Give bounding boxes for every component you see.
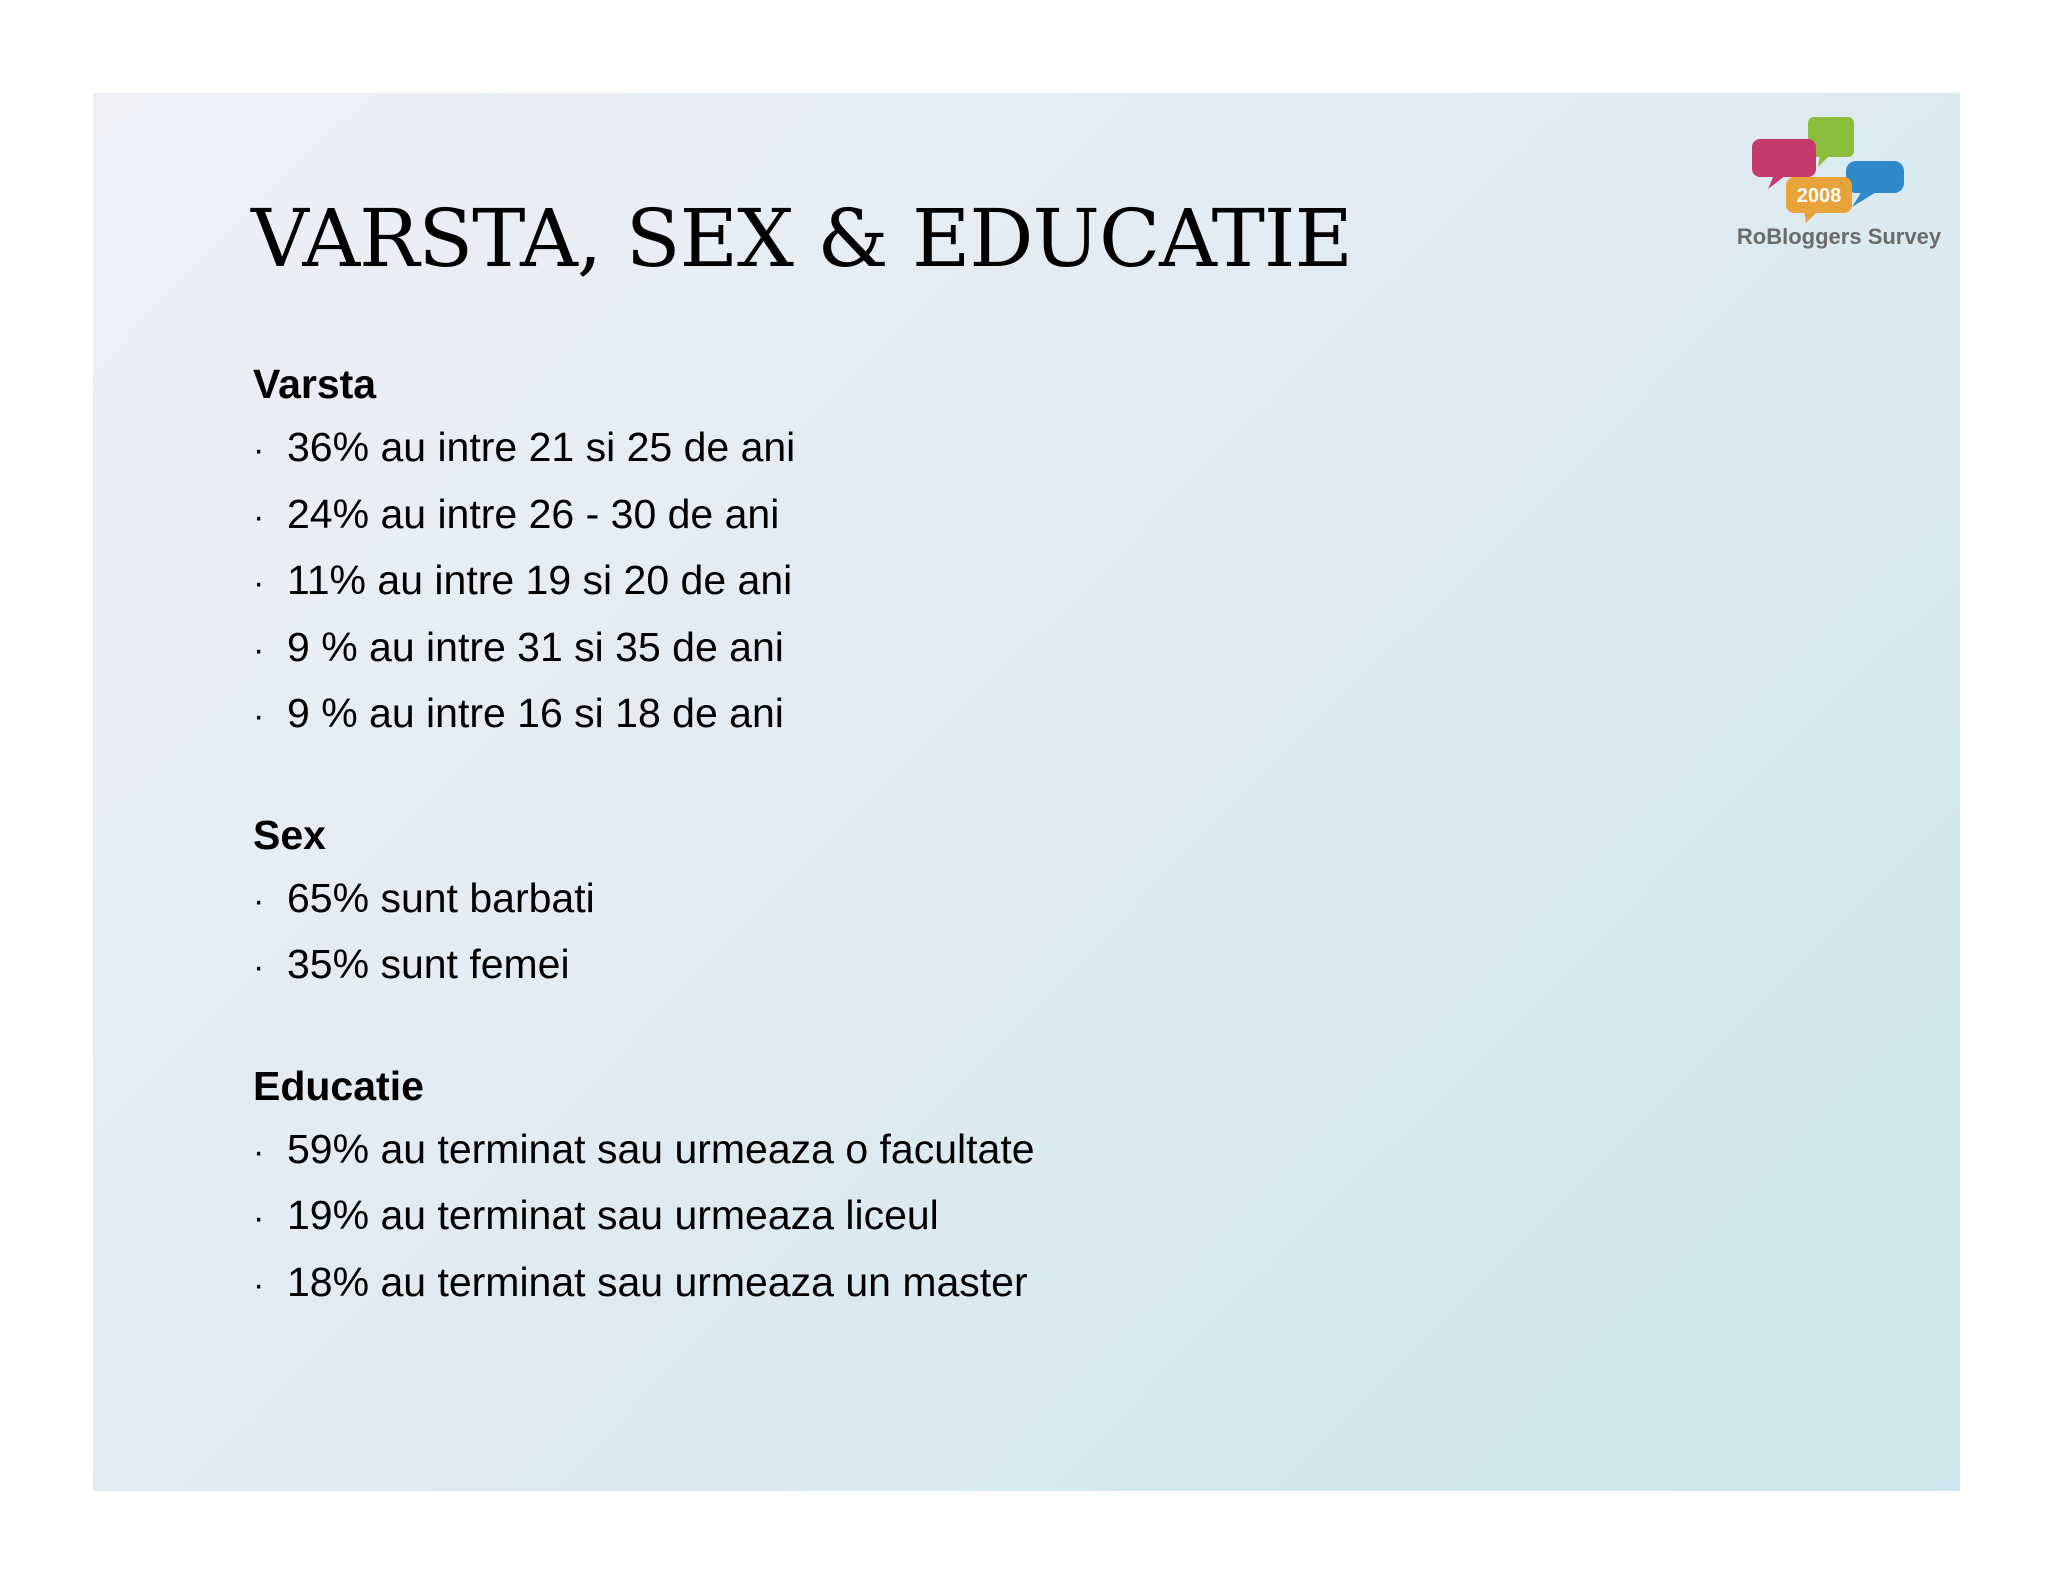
list-item (253, 1251, 1453, 1318)
bullet-list (253, 1118, 1453, 1318)
list-item-text: 11% au intre 19 si 20 de ani (287, 557, 793, 603)
bullet-list (253, 867, 1453, 1000)
slide-content (253, 353, 1453, 1372)
bullet-icon: · (253, 564, 265, 602)
section-sex (253, 804, 1453, 1000)
list-item-text: 18% au terminat sau urmeaza un master (287, 1258, 1028, 1305)
list-item (253, 1118, 1453, 1185)
robloggers-survey-logo (1734, 111, 1944, 261)
section-heading: Educatie (253, 1062, 424, 1109)
list-item (253, 616, 1453, 683)
bullet-icon: · (253, 1199, 265, 1237)
bullet-icon: · (253, 881, 265, 920)
list-item-text: 9 % au intre 31 si 35 de ani (287, 623, 784, 670)
list-item (253, 867, 1453, 934)
bullet-icon: · (253, 1265, 265, 1304)
section-varsta (253, 353, 1453, 749)
bullet-icon: · (253, 497, 265, 536)
list-item-text: 35% sunt femei (287, 941, 570, 987)
list-item-text: 9 % au intre 16 si 18 de ani (287, 690, 784, 736)
list-item (253, 549, 1453, 616)
bullet-list (253, 416, 1453, 749)
bullet-icon: · (253, 697, 265, 735)
list-item (253, 1184, 1453, 1251)
list-item (253, 416, 1453, 483)
list-item (253, 682, 1453, 749)
slide (93, 93, 1960, 1491)
bullet-icon: · (253, 1132, 265, 1171)
list-item (253, 933, 1453, 1000)
speech-bubbles-icon (1734, 111, 1944, 231)
list-item-text: 59% au terminat sau urmeaza o facultate (287, 1125, 1035, 1172)
section-heading: Sex (253, 811, 326, 858)
bullet-icon: · (253, 630, 265, 669)
bullet-icon: · (253, 431, 265, 469)
section-heading: Varsta (253, 361, 377, 407)
list-item-text: 24% au intre 26 - 30 de ani (287, 490, 780, 537)
list-item-text: 19% au terminat sau urmeaza liceul (287, 1192, 939, 1238)
logo-year: 2008 (1796, 185, 1842, 207)
list-item-text: 65% sunt barbati (287, 874, 595, 921)
section-educatie (253, 1055, 1453, 1318)
slide-title: VARSTA, SEX & EDUCATIE (251, 192, 1352, 285)
list-item-text: 36% au intre 21 si 25 de ani (287, 424, 796, 470)
logo-caption: RoBloggers Survey (1736, 224, 1942, 249)
bullet-icon: · (253, 948, 265, 986)
list-item (253, 483, 1453, 550)
